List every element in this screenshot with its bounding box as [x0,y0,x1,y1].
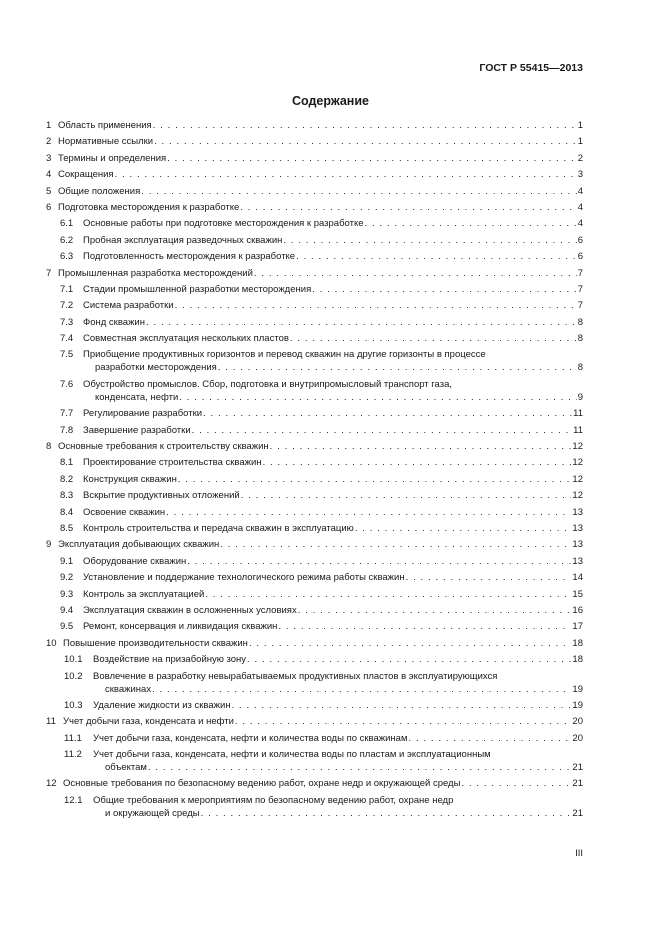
toc-entry[interactable] [46,748,583,774]
toc-entry[interactable] [46,316,583,329]
toc-entry-title-line: Вовлечение в разработку невырабатываемых продуктивных пластов в эксплуатирующихся [93,670,498,682]
toc-entry-number: 11.2 [64,749,82,761]
toc-entry[interactable] [46,637,583,650]
toc-entry-page: 20 [572,732,583,744]
dot-leader [166,506,571,519]
toc-entry[interactable] [46,620,583,633]
toc-entry[interactable] [46,348,583,374]
toc-entry-title: Система разработки [83,300,174,312]
toc-entry-title: Промышленная разработка месторождений [58,267,253,279]
toc-entry-page: 2 [577,152,583,164]
toc-entry-number: 7.5 [60,349,74,361]
toc-entry[interactable] [46,234,583,247]
dot-leader [154,135,577,148]
dot-leader [247,653,571,666]
toc-entry[interactable] [46,715,583,728]
toc-entry[interactable] [46,332,583,345]
toc-entry-number: 7.3 [60,316,74,328]
toc-entry-title: Общие положения [58,185,141,197]
toc-entry-number: 7 [46,267,52,279]
toc-entry-page: 11 [573,424,583,436]
toc-entry-page: 19 [572,683,583,695]
toc-entry-title: Удаление жидкости из скважин [93,699,231,711]
toc-entry[interactable] [46,571,583,584]
toc-entry-number: 9.2 [60,572,74,584]
dot-leader [146,316,577,329]
toc-entry-title: Основные требования к строительству скважин [58,441,269,453]
toc-entry[interactable] [46,699,583,712]
toc-entry-title: Завершение разработки [83,424,191,436]
toc-entry-title: Подготовка месторождения к разработке [58,201,240,213]
toc-entry-page: 8 [577,362,583,374]
toc-entry-title: Контроль строительства и передача скважин в эксплуатацию [83,522,354,534]
toc-entry-page: 7 [577,267,583,279]
dot-leader [148,761,571,774]
dot-leader [192,424,573,437]
toc-entry-title: Повышение производительности скважин [63,637,248,649]
toc-entry-title: конденсата, нефти [95,391,179,403]
toc-entry-page: 13 [572,522,583,534]
toc-entry-page: 8 [577,333,583,345]
toc-entry[interactable] [46,424,583,437]
dot-leader [203,407,572,420]
toc-entry-title: Эксплуатация скважин в осложненных условиях [83,604,297,616]
toc-entry-page: 1 [577,136,583,148]
toc-entry-page: 12 [572,473,583,485]
toc-entry-number: 7.1 [60,283,74,295]
dot-leader [235,715,572,728]
toc-entry[interactable] [46,440,583,453]
toc-entry[interactable] [46,732,583,745]
toc-entry-number: 1 [46,120,52,131]
toc-entry-title: Ремонт, консервация и ликвидация скважин [83,621,278,633]
toc-entry[interactable] [46,119,583,132]
toc-entry[interactable] [46,250,583,263]
table-of-contents [46,119,583,823]
toc-entry[interactable] [46,473,583,486]
toc-entry-title: Сокращения [58,169,114,181]
toc-entry[interactable] [46,201,583,214]
toc-entry-title: Вскрытие продуктивных отложений [83,490,240,502]
toc-entry-title-line: Учет добычи газа, конденсата, нефти и количества воды по пластам и эксплуатационным [93,749,491,761]
toc-entry-page: 3 [577,169,583,181]
toc-entry[interactable] [46,378,583,404]
toc-entry-page: 4 [577,201,583,213]
dot-leader [153,119,577,132]
toc-entry-page: 13 [572,539,583,551]
toc-entry-title-line: Обустройство промыслов. Сбор, подготовка и внутрипромысловый транспорт газа, [83,378,453,390]
dot-leader [263,456,572,469]
toc-entry-number: 6.1 [60,218,74,230]
toc-entry-page: 8 [577,316,583,328]
dot-leader [254,267,577,280]
dot-leader [205,588,571,601]
toc-entry[interactable] [46,506,583,519]
toc-entry[interactable] [46,653,583,666]
dot-leader [296,250,577,263]
toc-entry[interactable] [46,267,583,280]
toc-entry-number: 6.3 [60,251,74,263]
dot-leader [409,732,572,745]
dot-leader [406,571,572,584]
dot-leader [178,473,572,486]
toc-entry-title-line: Приобщение продуктивных горизонтов и перевод скважин на другие горизонты в процессе [83,349,486,361]
toc-entry[interactable] [46,283,583,296]
dot-leader [167,152,577,165]
toc-entry-number: 11.1 [64,732,82,744]
toc-entry-number: 11 [46,716,56,728]
dot-leader [290,332,577,345]
toc-entry-number: 7.7 [60,408,74,420]
toc-entry[interactable] [46,604,583,617]
toc-entry-title: Освоение скважин [83,506,166,518]
toc-entry-title: Конструкция скважин [83,473,177,485]
toc-entry[interactable] [46,456,583,469]
toc-entry-number: 9.4 [60,604,74,616]
toc-entry-page: 4 [577,185,583,197]
toc-entry-title: Эксплуатация добывающих скважин [58,539,220,551]
toc-entry-title: Контроль за эксплуатацией [83,588,205,600]
toc-entry-title: Стадии промышленной разработки месторождения [83,283,312,295]
dot-leader [115,168,577,181]
toc-entry-title: Регулирование разработки [83,408,203,420]
toc-entry-page: 6 [577,251,583,263]
dot-leader [187,555,571,568]
toc-entry-page: 9 [577,391,583,403]
toc-entry[interactable] [46,538,583,551]
toc-entry-number: 9.5 [60,621,74,633]
toc-entry-title: Пробная эксплуатация разведочных скважин [83,234,283,246]
toc-entry-number: 3 [46,152,52,164]
page-title: Содержание [291,94,369,108]
toc-entry[interactable] [46,670,583,696]
toc-entry-number: 7.6 [60,378,74,390]
toc-entry-page: 17 [572,621,583,633]
toc-entry[interactable] [46,777,583,790]
dot-leader [240,201,576,214]
toc-entry-number: 9.3 [60,588,74,600]
toc-entry-title-line: Общие требования к мероприятиям по безопасному ведению работ, охране недр [93,794,454,806]
toc-entry[interactable] [46,794,583,820]
toc-entry[interactable] [46,489,583,502]
toc-entry-number: 6.2 [60,234,74,246]
toc-entry-page: 6 [577,234,583,246]
toc-entry-title: Совместная эксплуатация нескольких пластов [83,333,289,345]
toc-entry-number: 10.1 [64,654,83,666]
toc-entry-number: 8.1 [60,457,74,469]
toc-entry-title: Основные работы при подготовке месторождения к разработке [83,218,364,230]
toc-entry-title: Подготовленность месторождения к разработке [83,251,296,263]
toc-entry-page: 12 [572,457,583,469]
toc-entry-page: 20 [572,716,583,728]
toc-entry-title: Термины и определения [58,152,167,164]
dot-leader [179,391,576,404]
dot-leader [152,683,571,696]
dot-leader [241,489,572,502]
toc-entry-page: 13 [572,555,583,567]
toc-entry-title: Установление и поддержание технологического режима работы скважин [83,572,405,584]
dot-leader [270,440,572,453]
toc-entry-number: 7.4 [60,333,74,345]
toc-entry-title: Воздействие на призабойную зону [93,654,247,666]
toc-entry-title: Оборудование скважин [83,555,187,567]
toc-entry-number: 4 [46,169,52,181]
toc-entry-page: 15 [572,588,583,600]
toc-entry-number: 10.2 [64,670,83,682]
toc-entry-page: 21 [572,762,583,774]
dot-leader [249,637,571,650]
toc-entry-number: 8 [46,441,52,453]
dot-leader [278,620,571,633]
dot-leader [298,604,572,617]
toc-entry[interactable] [46,135,583,148]
toc-entry[interactable] [46,407,583,420]
toc-entry[interactable] [46,588,583,601]
toc-entry[interactable] [46,522,583,535]
toc-entry-number: 12.1 [64,794,83,806]
toc-entry-number: 7.8 [60,424,74,436]
toc-entry[interactable] [46,152,583,165]
toc-entry-title: скважинах [105,683,152,695]
toc-entry-title: Учет добычи газа, конденсата и нефти [63,716,234,728]
toc-entry-page: 4 [577,218,583,230]
toc-entry-number: 8.5 [60,522,74,534]
toc-entry-title: объектам [105,762,147,774]
toc-entry-title: Учет добычи газа, конденсата, нефти и количества воды по скважинам [93,732,408,744]
dot-leader [365,217,577,230]
toc-entry-number: 10 [46,637,57,649]
toc-entry-page: 7 [577,300,583,312]
dot-leader [461,777,571,790]
dot-leader [312,283,576,296]
toc-entry[interactable] [46,185,583,198]
toc-entry[interactable] [46,555,583,568]
toc-entry-page: 7 [577,283,583,295]
toc-entry[interactable] [46,299,583,312]
dot-leader [355,522,572,535]
toc-entry-number: 10.3 [64,699,83,711]
toc-entry-number: 9 [46,539,52,551]
toc-entry-page: 12 [572,441,583,453]
toc-entry-page: 14 [572,572,583,584]
toc-entry[interactable] [46,168,583,181]
toc-entry-page: 16 [572,604,583,616]
toc-entry-number: 6 [46,201,52,213]
standard-code: ГОСТ Р 55415—2013 [479,62,583,74]
toc-entry-number: 2 [46,136,52,148]
toc-entry-title: разработки месторождения [95,362,217,374]
dot-leader [220,538,571,551]
toc-entry-title: Область применения [58,120,152,131]
toc-entry-title: Проектирование строительства скважин [83,457,262,469]
dot-leader [218,361,577,374]
toc-entry-page: 12 [572,490,583,502]
toc-entry-page: 1 [577,120,583,131]
toc-entry-number: 8.3 [60,490,74,502]
toc-entry-number: 8.2 [60,473,74,485]
toc-entry-page: 21 [572,778,583,790]
toc-entry-page: 21 [572,807,583,819]
toc-entry-page: 19 [572,699,583,711]
toc-entry-page: 18 [572,654,583,666]
toc-entry-title: и окружающей среды [105,807,200,819]
toc-entry-page: 18 [572,637,583,649]
dot-leader [175,299,577,312]
toc-entry-title: Основные требования по безопасному ведению работ, охране недр и окружающей среды [63,778,461,790]
toc-entry[interactable] [46,217,583,230]
toc-entry-page: 13 [572,506,583,518]
dot-leader [201,807,572,820]
toc-entry-number: 12 [46,778,57,790]
toc-entry-title: Нормативные ссылки [58,136,154,148]
toc-entry-number: 7.2 [60,300,74,312]
dot-leader [232,699,572,712]
toc-entry-number: 8.4 [60,506,74,518]
toc-entry-number: 9.1 [60,555,74,567]
dot-leader [141,185,576,198]
toc-entry-number: 5 [46,185,52,197]
toc-entry-page: 11 [573,408,583,420]
toc-entry-title: Фонд скважин [83,316,145,328]
page-number: III [575,848,583,859]
dot-leader [283,234,576,247]
